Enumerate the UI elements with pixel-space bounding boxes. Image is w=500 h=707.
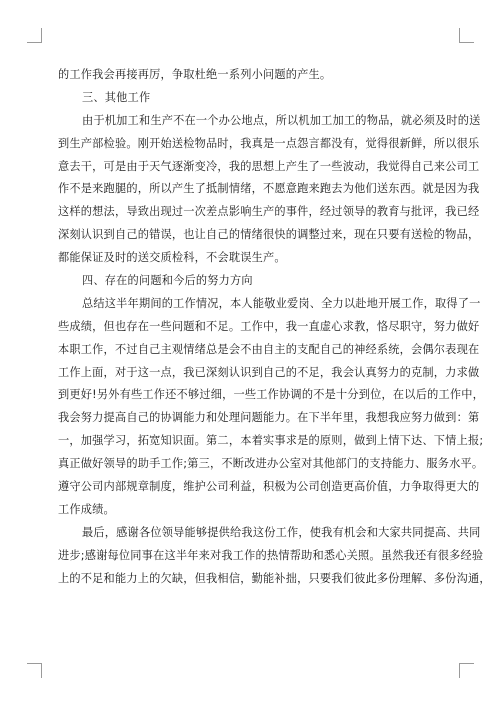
document-body [58, 64, 491, 590]
paragraph [58, 64, 442, 87]
text-line: 遵守公司内部规章制度，维护公司利益，积极为公司创造更高价值，力争取得更大的 [58, 480, 480, 494]
text-line: 一，加强学习，拓宽知识面。第二，本着实事求是的原则，做到上情下达、下情上报; [58, 434, 484, 448]
paragraph [58, 293, 485, 522]
text-line: 由于机加工和生产不在一个办公地点，所以机加工加工的物品，就必须及时的送 [82, 113, 481, 127]
crop-mark-bottom-left [27, 663, 42, 678]
text-line: 些成绩，但也存在一些问题和不足。工作中，我一直虚心求教，恪尽职守，努力做好 [58, 319, 480, 333]
text-line: 深刻认识到自己的错误，也让自己的情绪很快的调整过来，现在只要有送检的物品， [58, 228, 480, 242]
text-line: 最后，感谢各位领导能够提供给我这份工作，使我有机会和大家共同提高、共同 [82, 525, 481, 539]
text-line: 作不是来跑腿的，所以产生了抵制情绪，不愿意跑来跑去为他们送东西。就是因为我 [58, 182, 480, 196]
text-line: 意去干，可是由于天气逐渐变冷，我的思想上产生了一些波动，我觉得自己来公司工 [58, 159, 480, 173]
text-line: 三、其他工作 [82, 90, 151, 104]
text-line: 本职工作，不过自己主观情绪总是会不由自主的支配自己的神经系统，会偶尔表现在 [58, 342, 480, 356]
crop-mark-top-right [459, 28, 474, 43]
text-line: 到更好!另外有些工作还不够过细，一些工作协调的不是十分到位，在以后的工作中， [58, 388, 485, 402]
paragraph [58, 522, 491, 591]
crop-mark-top-left [27, 28, 42, 43]
section-heading [58, 87, 442, 110]
text-line: 工作上面，对于这一点，我已深刻认识到自己的不足，我会认真努力的克制，力求做 [58, 365, 480, 379]
text-line: 工作成绩。 [58, 502, 115, 516]
text-line: 上的不足和能力上的欠缺，但我相信，勤能补拙，只要我们彼此多份理解、多份沟通， [58, 571, 491, 585]
crop-mark-bottom-right [459, 663, 474, 678]
text-line: 都能保证及时的送交质检科，不会耽误生产。 [58, 251, 286, 265]
text-line: 真正做好领导的助手工作;第三，不断改进办公室对其他部门的支持能力、服务水平。 [58, 457, 484, 471]
section-heading [58, 270, 442, 293]
text-line: 总结这半年期间的工作情况，本人能敬业爱岗、全力以赴地开展工作，取得了一 [82, 296, 481, 310]
text-line: 四、存在的问题和今后的努力方向 [82, 274, 253, 288]
text-line: 进步;感谢每位同事在这半年来对我工作的热情帮助和悉心关照。虽然我还有很多经验 [58, 548, 484, 562]
text-line: 到生产部检验。刚开始送检物品时，我真是一点怨言都没有，觉得很新鲜，所以很乐 [58, 136, 480, 150]
text-line: 我会努力提高自己的协调能力和处理问题能力。在下半年里，我想我应努力做到：第 [58, 411, 480, 425]
text-line: 的工作我会再接再厉，争取杜绝一系列小问题的产生。 [58, 68, 332, 81]
text-line: 这样的想法，导致出现过一次差点影响生产的事件，经过领导的教育与批评，我已经 [58, 205, 480, 219]
paragraph [58, 110, 481, 270]
